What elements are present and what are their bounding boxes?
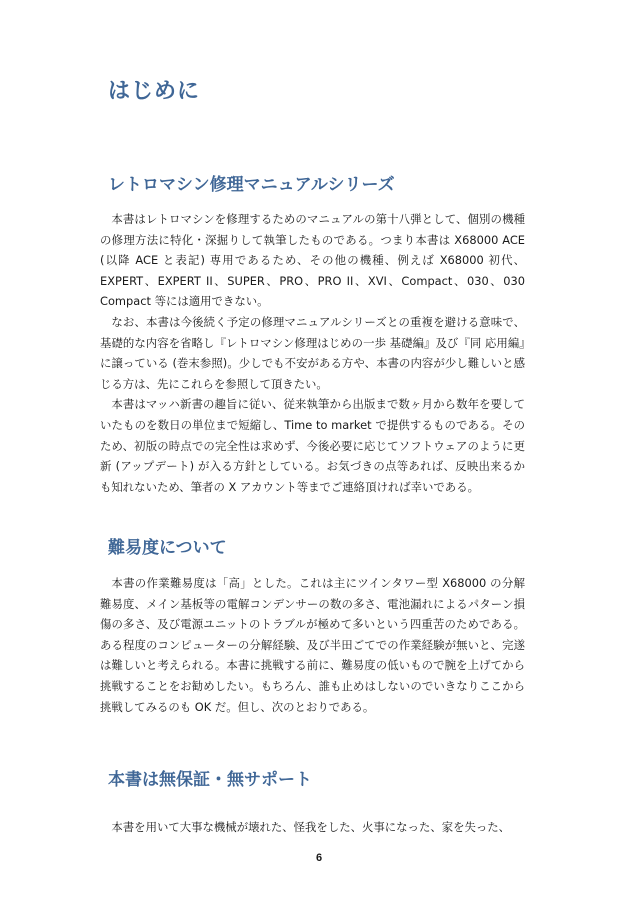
section-heading-no-warranty: 本書は無保証・無サポート bbox=[108, 770, 312, 790]
paragraph: なお、本書は今後続く予定の修理マニュアルシリーズとの重複を避ける意味で、基礎的な内容を省略し『レトロマシン修理はじめの一歩 基礎編』及び『同 応用編』に譲っている (巻末参照)。少しでも不安がある方や、本書の内容が少し難しいと感じる方は、先にこれらを参照して頂きたい。 bbox=[100, 314, 525, 391]
paragraph: 本書を用いて大事な機械が壊れた、怪我をした、火事になった、家を失った、 bbox=[111, 820, 511, 834]
paragraph: 本書はマッハ新書の趣旨に従い、従来執筆から出版まで数ヶ月から数年を要していたものを数日の単位まで短縮し、Time to market で提供するものである。そのため、初版の時点での完全性は求めず、今後必要に応じてソフトウェアのように更新 (アップデート) が入る方針としている。お気づきの点等あれば、反映出来るかも知れないため、筆者の X アカウント等までご連絡頂ければ幸いである。 bbox=[100, 397, 525, 494]
section-heading-series: レトロマシン修理マニュアルシリーズ bbox=[108, 175, 395, 195]
page-number: 6 bbox=[315, 852, 323, 864]
section-body-no-warranty bbox=[100, 817, 525, 838]
paragraph: 本書はレトロマシンを修理するためのマニュアルの第十八弾として、個別の機種の修理方法に特化・深掘りして執筆したものである。つまり本書は X68000 ACE (以降 ACE と表記) 専用であるため、その他の機種、例えば X68000 初代、EXPERT、EXPERT II、SUPER、PRO、PRO II、XVI、Compact、030、030 Compact 等には適用できない。 bbox=[100, 212, 525, 309]
paragraph: 本書の作業難易度は「高」とした。これは主にツインタワー型 X68000 の分解難易度、メイン基板等の電解コンデンサーの数の多さ、電池漏れによるパターン損傷の多さ、及び電源ユニットのトラブルが極めて多いという四重苦のためである。ある程度のコンピューターの分解経験、及び半田ごてでの作業経験が無いと、完遂は難しいと考えられる。本書に挑戦する前に、難易度の低いもので腕を上げてから挑戦することをお勧めしたい。もちろん、誰も止めはしないのでいきなりここから挑戦してみるのも OK だ。但し、次のとおりである。 bbox=[100, 576, 525, 714]
page-title: はじめに bbox=[108, 79, 201, 104]
section-body-difficulty bbox=[100, 573, 525, 717]
section-body-series bbox=[100, 209, 525, 497]
section-heading-difficulty: 難易度について bbox=[108, 538, 227, 558]
